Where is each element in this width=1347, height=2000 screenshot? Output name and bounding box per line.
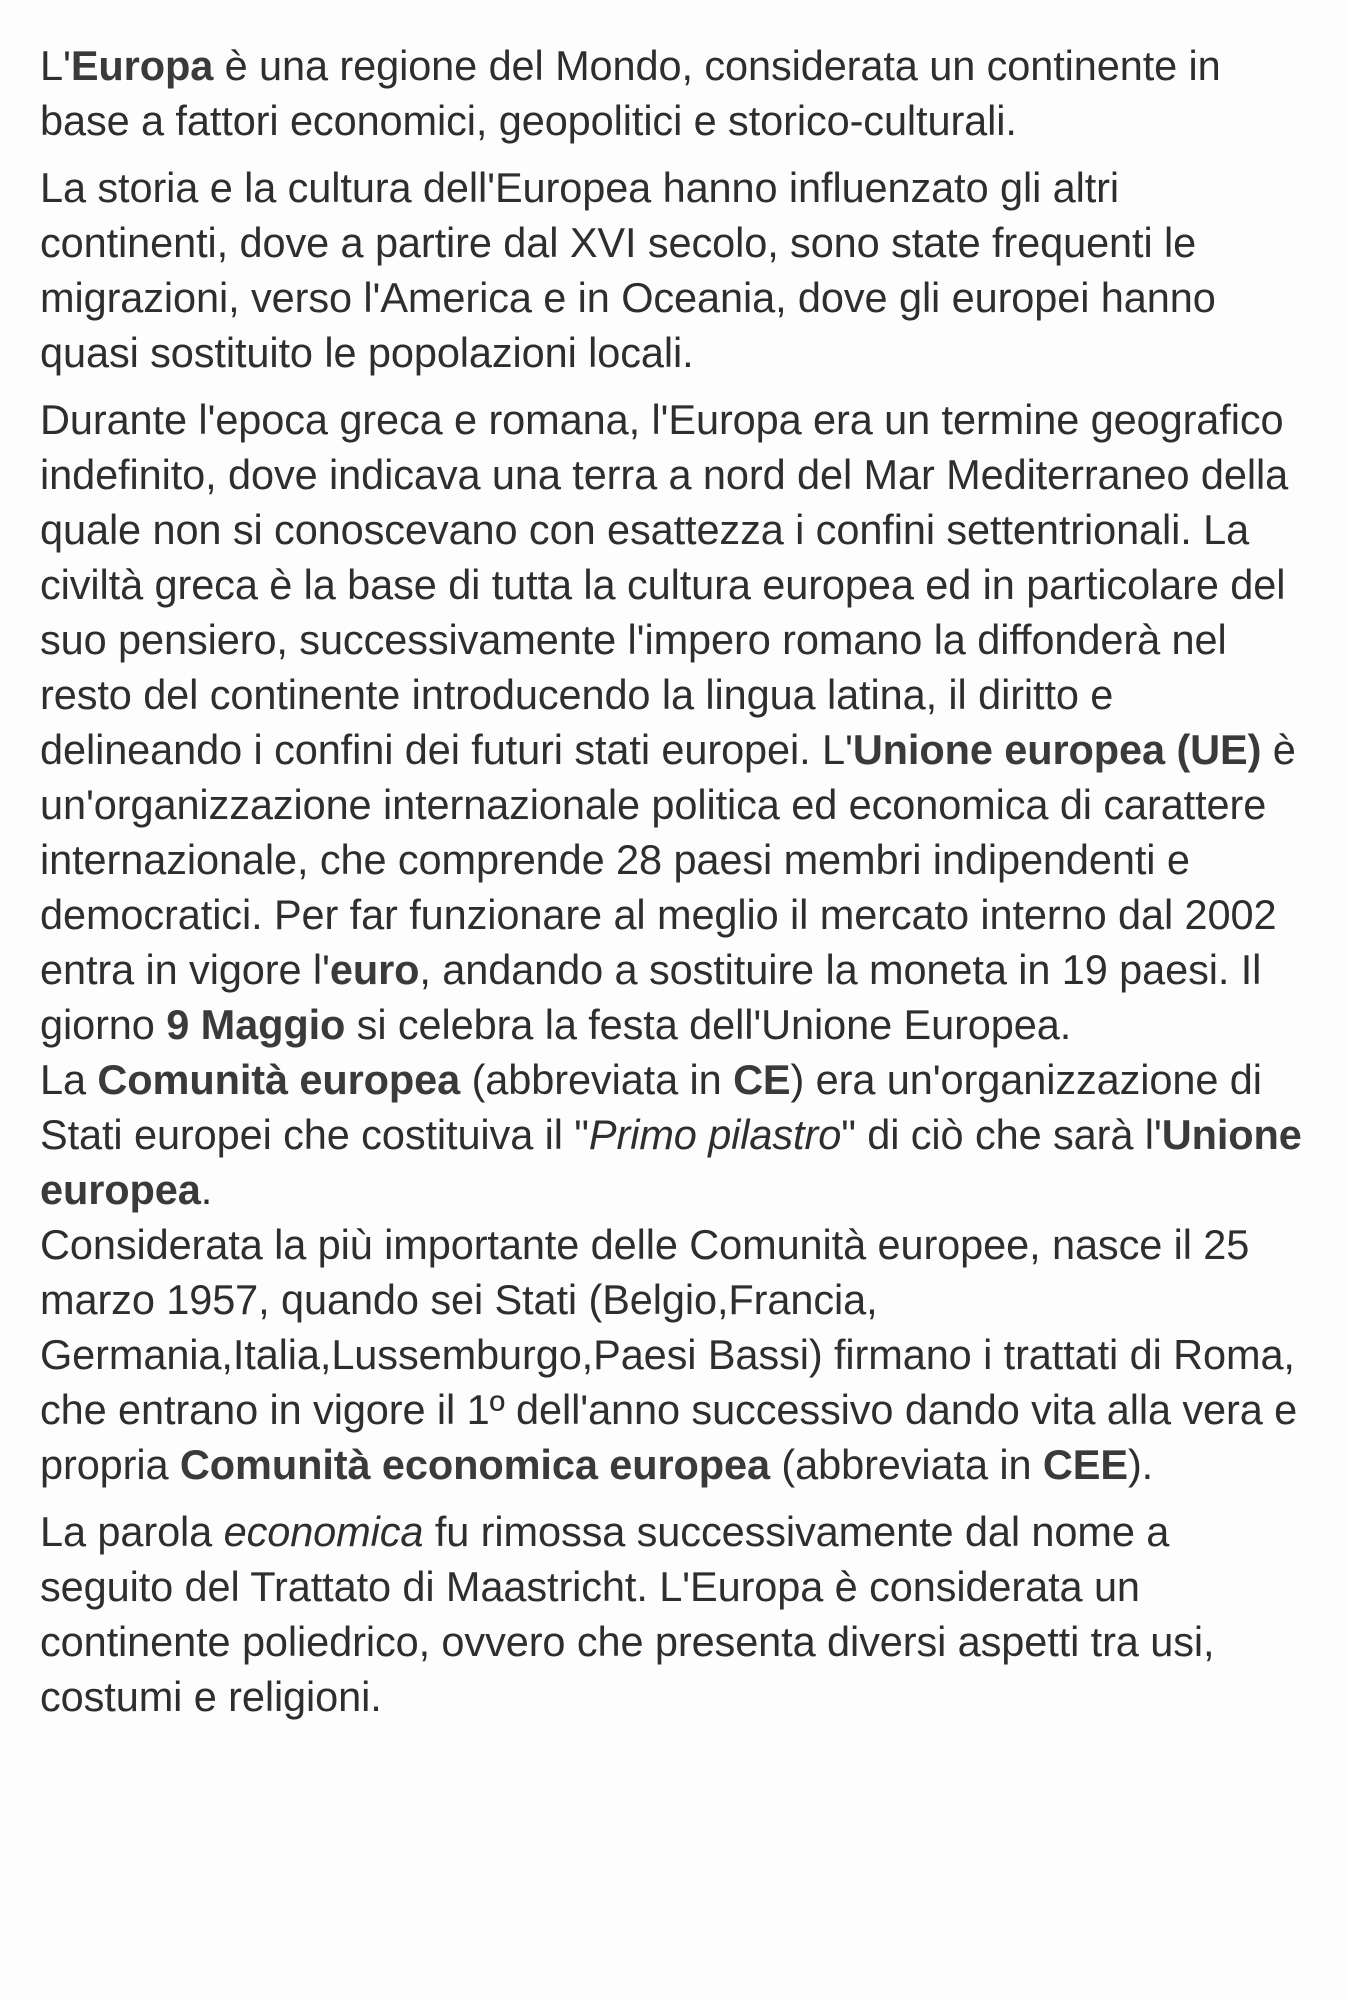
text-run: fu rimossa successivamente dal nome a seguito del Trattato di Maastricht. L'Europa è considerata un continente poliedrico, ovvero che presenta diversi aspetti tra usi, costumi e religioni.	[40, 1508, 1215, 1720]
text-run: .	[200, 1166, 213, 1213]
text-run: (abbreviata in	[769, 1441, 1043, 1488]
text-run: (abbreviata in	[460, 1056, 734, 1103]
text-run: , andando a sostituire la moneta in 19 paesi. Il giorno	[40, 946, 1262, 1048]
paragraph-history-culture	[40, 160, 1307, 380]
paragraph-maastricht	[40, 1504, 1307, 1724]
bold-term: Unione europea	[40, 1111, 1302, 1213]
italic-term: economica	[223, 1508, 424, 1555]
text-run: La parola	[40, 1508, 224, 1555]
text-run: L'	[40, 42, 71, 89]
bold-term: CEE	[1042, 1441, 1128, 1488]
text-run: è una regione del Mondo, considerata un continente in base a fattori economici, geopolitici e storico-culturali.	[40, 42, 1221, 144]
text-run: è un'organizzazione internazionale politica ed economica di carattere internazionale, che comprende 28 paesi membri indipendenti e democratici. Per far funzionare al meglio il mercato interno dal 2002 entra in vigore l'	[40, 726, 1296, 993]
text-run: La storia e la cultura dell'Europea hanno influenzato gli altri continenti, dove a partire dal XVI secolo, sono state frequenti le migrazioni, verso l'America e in Oceania, dove gli europei hanno quasi sostituito le popolazioni locali.	[40, 164, 1216, 376]
bold-term: CE	[733, 1056, 791, 1103]
paragraph-greek-roman-eu	[40, 392, 1307, 1052]
bold-term: Comunità economica europea	[179, 1441, 770, 1488]
bold-term: Comunità europea	[97, 1056, 461, 1103]
bold-term: Europa	[70, 42, 214, 89]
text-run: si celebra la festa dell'Unione Europea.	[345, 1001, 1072, 1048]
bold-term: euro	[329, 946, 420, 993]
bold-term: 9 Maggio	[166, 1001, 346, 1048]
text-run: Considerata la più importante delle Comunità europee, nasce il 25 marzo 1957, quando sei Stati (Belgio,Francia, Germania,Italia,Lussemburgo,Paesi Bassi) firmano i trattati di Roma, che entrano in vigore il 1º dell'anno successivo dando vita alla vera e propria	[40, 1221, 1298, 1488]
text-run: Durante l'epoca greca e romana, l'Europa era un termine geografico indefinito, dove indicava una terra a nord del Mar Mediterraneo della quale non si conoscevano con esattezza i confini settentrionali. La civiltà greca è la base di tutta la cultura europea ed in particolare del suo pensiero, successivamente l'impero romano la diffonderà nel resto del continente introducendo la lingua latina, il diritto e delineando i confini dei futuri stati europei. L'	[40, 396, 1289, 773]
text-run: ).	[1127, 1441, 1154, 1488]
bold-term: Unione europea (UE)	[852, 726, 1262, 773]
text-run: La	[40, 1056, 98, 1103]
paragraph-europa-definition	[40, 38, 1307, 148]
text-run: " di ciò che sarà l'	[841, 1111, 1162, 1158]
text-run: ) era un'organizzazione di Stati europei che costituiva il "	[40, 1056, 1262, 1158]
paragraph-cee-founding	[40, 1217, 1307, 1492]
paragraph-comunita-europea	[40, 1052, 1307, 1217]
italic-term: Primo pilastro	[588, 1111, 842, 1158]
